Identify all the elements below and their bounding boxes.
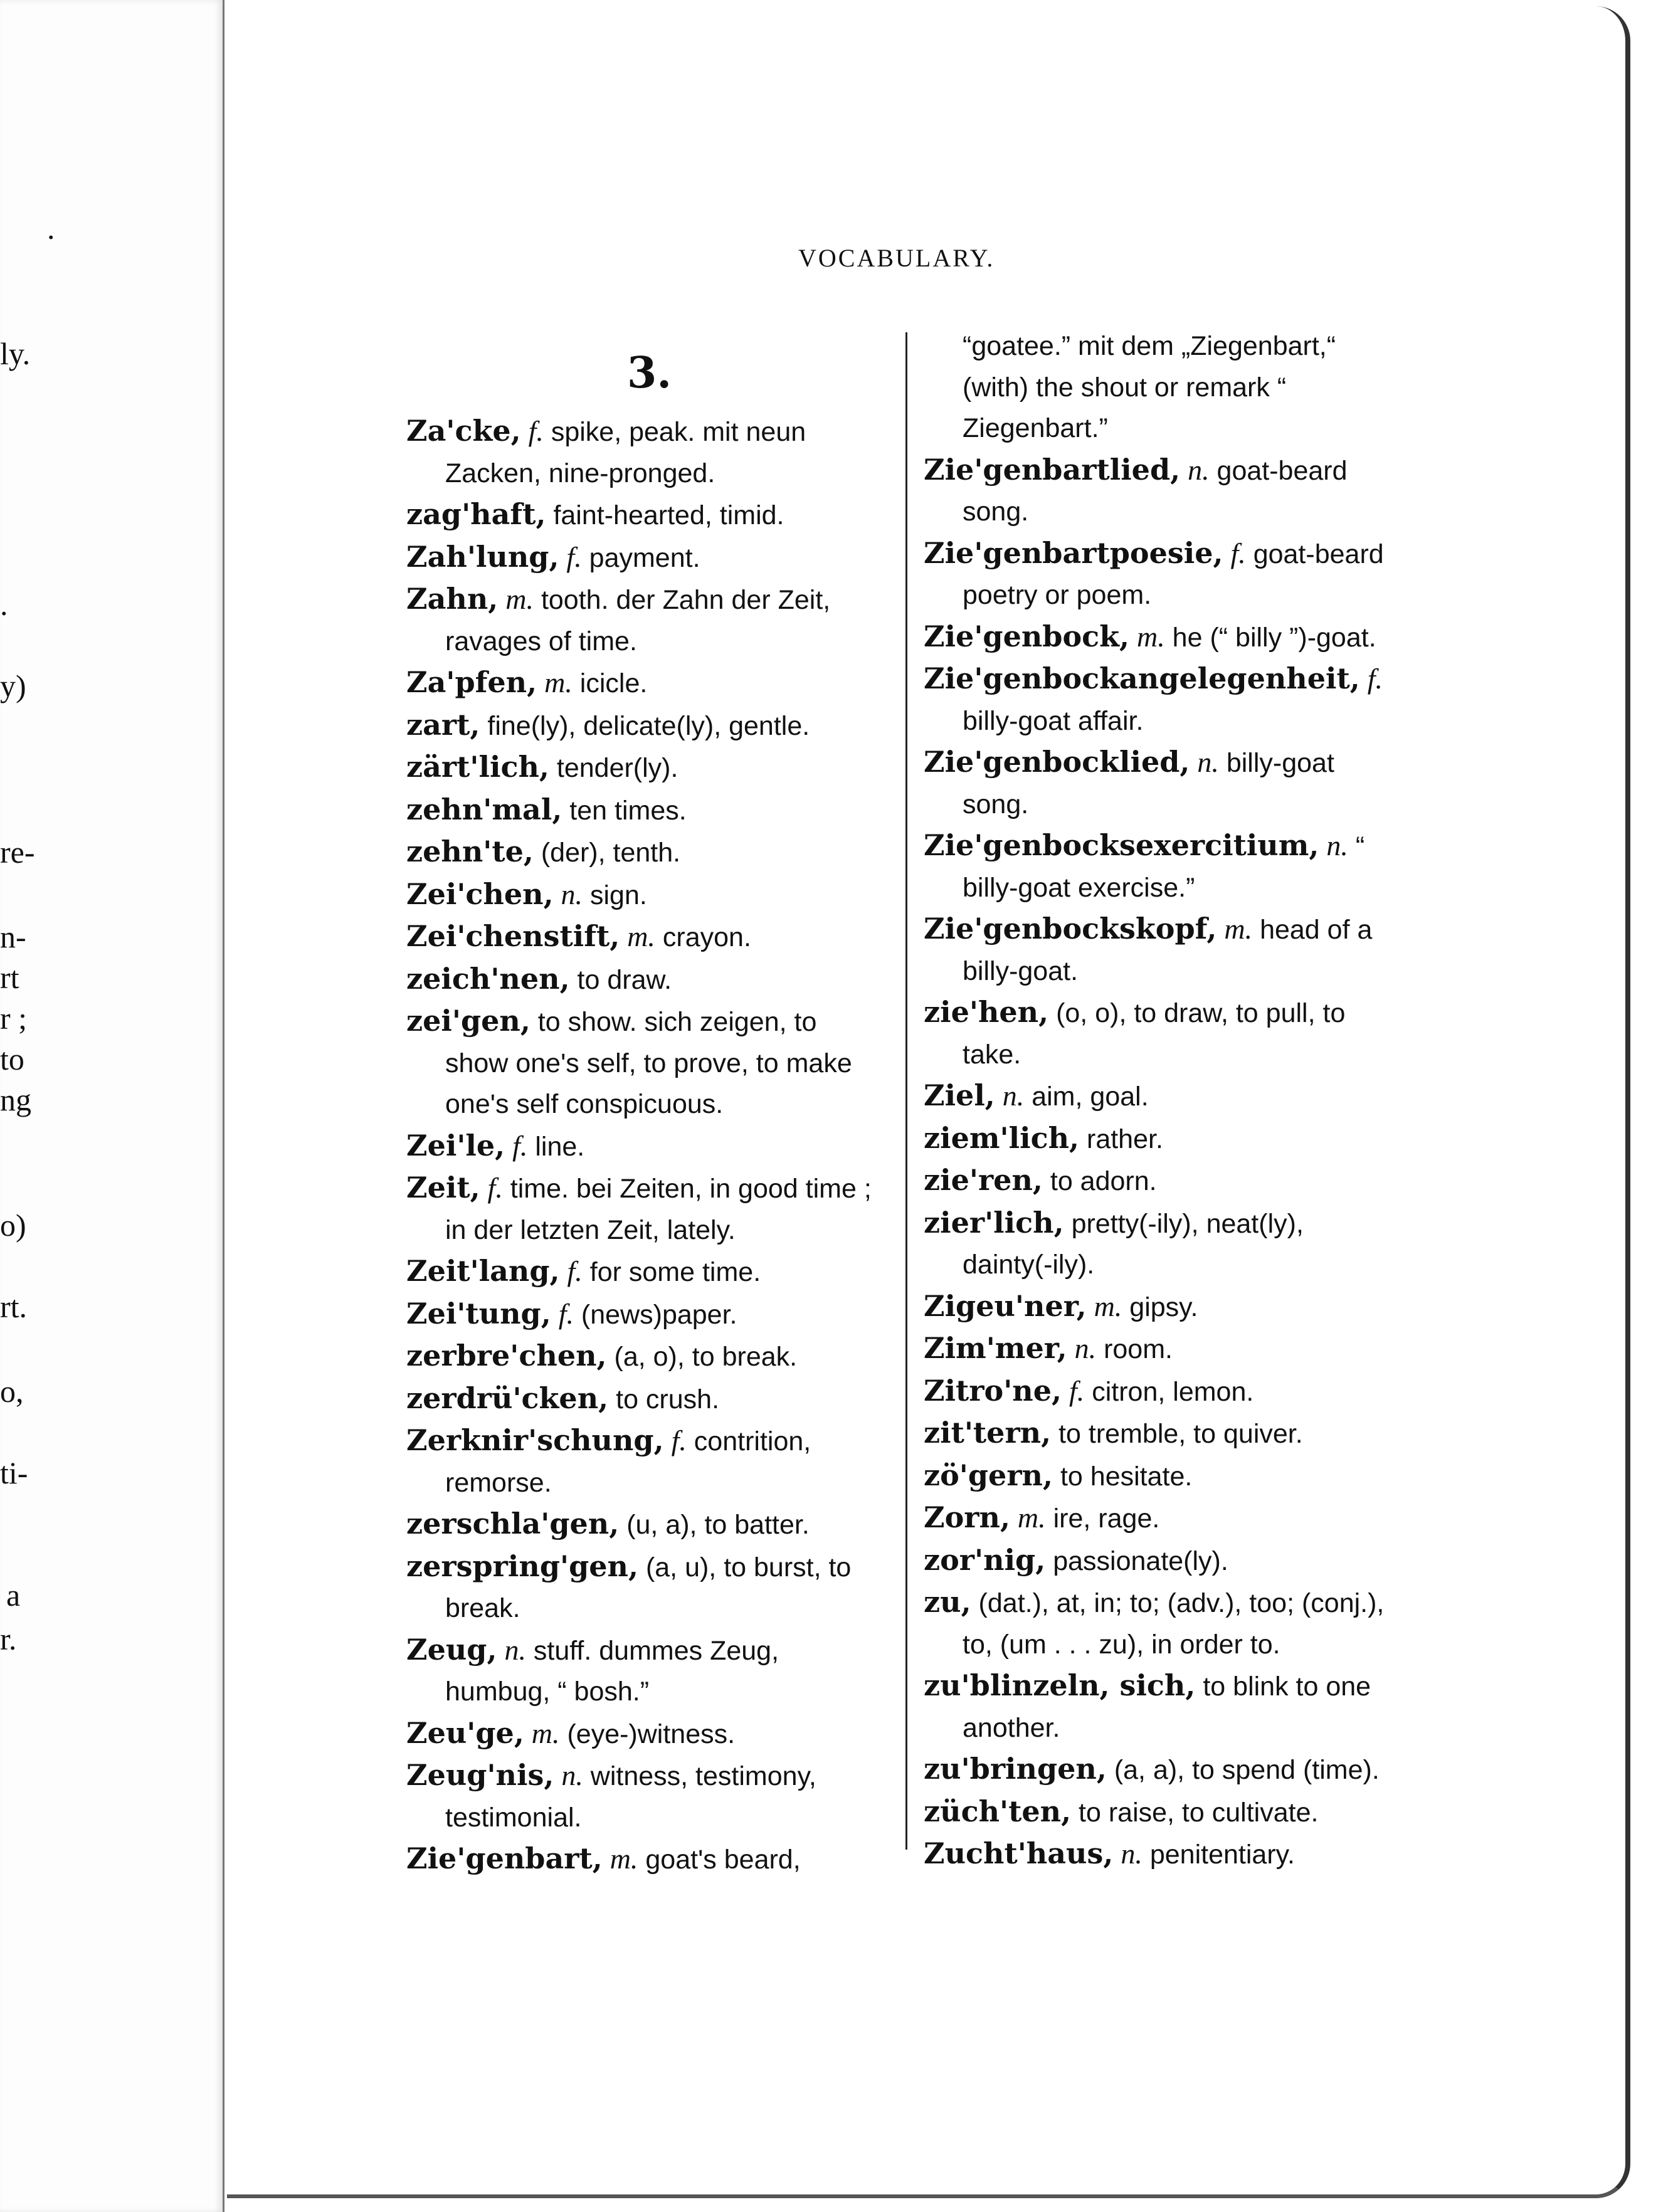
vocabulary-entry — [924, 825, 1400, 908]
entry-headword: Zerknir'schung , — [406, 1423, 664, 1457]
vocabulary-entry — [406, 1251, 883, 1293]
entry-definition: head of a billy-goat. — [963, 915, 1373, 986]
entry-headword: Ziel , — [924, 1078, 995, 1112]
entry-headword: Za'pfen , — [406, 665, 537, 699]
entry-headword: zerschla'gen , — [406, 1507, 619, 1540]
entry-part-of-speech: n. — [1121, 1838, 1142, 1870]
entry-headword: Zucht'haus , — [924, 1836, 1113, 1870]
entry-headword: Zim'mer , — [924, 1331, 1067, 1365]
entry-part-of-speech: f. — [671, 1425, 687, 1456]
entry-headword: zart , — [406, 708, 480, 742]
vocabulary-entry — [406, 789, 883, 832]
entry-headword: Zie'genbartpoesie , — [924, 536, 1223, 570]
entry-part-of-speech: n. — [1188, 453, 1210, 486]
vocabulary-entry — [924, 1497, 1400, 1540]
entry-definition: time. bei Zeiten, in good time ; in der letzten Zeit, lately. — [445, 1174, 872, 1245]
vocabulary-entry — [406, 494, 883, 537]
vocabulary-entry — [924, 533, 1400, 616]
page-fragment: re- — [0, 835, 35, 870]
entry-definition: (news)paper. — [581, 1299, 737, 1330]
vocabulary-entry — [924, 658, 1400, 742]
vocabulary-entry — [406, 1713, 883, 1756]
entry-definition: (dat.), at, in; to; (adv.), too; (conj.), to, (um . . . zu), in order to. — [963, 1588, 1385, 1660]
vocabulary-entry — [406, 1378, 883, 1421]
entry-definition: to hesitate. — [1060, 1461, 1193, 1492]
entry-headword: zag'haft , — [406, 497, 546, 531]
entry-headword: züch'ten , — [924, 1794, 1071, 1828]
entry-definition: to show. sich zeigen, to show one's self, to prove, to make one's self conspicuous. — [445, 1007, 852, 1119]
section-letter: 3. — [627, 348, 672, 398]
entry-headword: Zie'genbocklied , — [924, 745, 1190, 779]
entry-headword: zehn'te , — [406, 835, 534, 868]
vocabulary-entry — [924, 742, 1400, 825]
vocabulary-entry — [406, 1420, 883, 1504]
entry-headword: zier'lich , — [924, 1206, 1064, 1240]
page-fragment: ly. — [0, 336, 31, 371]
entry-headword: zärt'lich , — [406, 750, 549, 784]
entry-definition: penitentiary. — [1149, 1840, 1295, 1870]
entry-part-of-speech: n. — [504, 1633, 526, 1666]
entry-headword: Zorn , — [924, 1500, 1010, 1534]
vocabulary-entry — [924, 992, 1400, 1075]
vocabulary-entry — [406, 1335, 883, 1378]
entry-definition: (o, o), to draw, to pull, to take. — [963, 998, 1346, 1070]
vocabulary-entry — [406, 537, 883, 579]
vocabulary-entry — [924, 1791, 1400, 1834]
entry-definition: pretty(-ily), neat(ly), dainty(-ily). — [963, 1208, 1304, 1280]
entry-headword: Zie'genbock , — [924, 619, 1129, 653]
vocabulary-entry — [924, 1665, 1400, 1749]
entry-definition: to blink to one another. — [963, 1672, 1371, 1743]
entry-definition: tooth. der Zahn der Zeit, ravages of time. — [445, 585, 831, 656]
entry-definition: payment. — [589, 542, 700, 573]
entry-definition: ten times. — [569, 795, 687, 826]
entry-part-of-speech: n. — [1002, 1080, 1025, 1112]
entry-headword: zerdrü'cken , — [406, 1381, 608, 1415]
entry-definition: (eye-)witness. — [567, 1719, 736, 1749]
entry-definition: goat-beard song. — [963, 455, 1348, 527]
vocabulary-entry — [924, 1371, 1400, 1413]
entry-part-of-speech: n. — [1326, 830, 1348, 861]
entry-headword: Zitro'ne , — [924, 1374, 1062, 1408]
vocabulary-entry — [406, 747, 883, 789]
entry-definition: stuff. dummes Zeug, humbug, “ bosh.” — [445, 1635, 779, 1707]
entry-definition: (u, a), to batter. — [626, 1510, 810, 1540]
entry-headword: zeich'nen , — [406, 962, 570, 996]
entry-definition: faint-hearted, timid. — [553, 500, 784, 530]
vocabulary-entry — [406, 579, 883, 662]
entry-part-of-speech: n. — [561, 1759, 583, 1791]
vocabulary-column-right — [924, 326, 1400, 1876]
page-fragment: . — [47, 211, 55, 246]
entry-definition: contrition, remorse. — [445, 1426, 811, 1498]
entry-part-of-speech: m. — [1136, 620, 1165, 653]
entry-part-of-speech: f. — [1367, 663, 1383, 695]
entry-headword: Zeu'ge , — [406, 1716, 524, 1750]
entry-part-of-speech: m. — [1017, 1502, 1046, 1534]
entry-definition: (a, a), to spend (time). — [1114, 1755, 1380, 1785]
entry-headword: Zie'genbart , — [406, 1841, 603, 1875]
entry-headword: zit'tern , — [924, 1416, 1051, 1450]
entry-definition: line. — [535, 1131, 585, 1162]
vocabulary-entry — [924, 1455, 1400, 1498]
entry-headword: zie'hen , — [924, 995, 1048, 1029]
entry-definition: to adorn. — [1050, 1166, 1157, 1196]
vocabulary-entry — [924, 1582, 1400, 1665]
vocabulary-entry — [924, 1328, 1400, 1371]
entry-headword: Zahn , — [406, 582, 498, 616]
entry-part-of-speech: m. — [609, 1843, 638, 1875]
vocabulary-entry — [406, 831, 883, 874]
vocabulary-entry — [406, 705, 883, 747]
entry-headword: zor'nig , — [924, 1543, 1045, 1577]
entry-part-of-speech: f. — [567, 1255, 583, 1287]
entry-headword: Zah'lung , — [406, 540, 559, 574]
entry-definition: witness, testimony, testimonial. — [445, 1761, 816, 1833]
page-fragment: ti- — [0, 1455, 28, 1490]
vocabulary-entry — [406, 1167, 883, 1251]
entry-part-of-speech: n. — [1197, 746, 1219, 778]
vocabulary-entry — [406, 959, 883, 1001]
vocabulary-entry — [406, 1125, 883, 1168]
entry-definition: “ billy-goat exercise.” — [963, 831, 1365, 903]
page-fragment: r ; — [0, 1001, 28, 1036]
page-fragment: ng — [0, 1082, 31, 1117]
entry-headword: Zie'genbockskopf , — [924, 912, 1216, 945]
previous-page-edge — [0, 0, 224, 2212]
page-fragment: . — [0, 587, 8, 622]
vocabulary-entry — [924, 1833, 1400, 1876]
entry-definition: for some time. — [589, 1257, 761, 1287]
vocabulary-entry — [924, 326, 1400, 450]
vocabulary-entry — [924, 616, 1400, 659]
vocabulary-entry — [406, 1293, 883, 1336]
vocabulary-entry — [406, 662, 883, 705]
entry-definition: fine(ly), delicate(ly), gentle. — [487, 710, 810, 741]
vocabulary-column-left — [406, 411, 883, 1881]
entry-part-of-speech: f. — [487, 1172, 503, 1204]
vocabulary-entry — [406, 411, 883, 494]
entry-definition: goat's beard, — [645, 1845, 801, 1875]
entry-headword: Zei'le , — [406, 1129, 505, 1162]
entry-headword: zu'bringen , — [924, 1752, 1107, 1786]
vocabulary-entry — [924, 1203, 1400, 1286]
entry-definition: icicle. — [579, 668, 648, 698]
entry-part-of-speech: n. — [561, 878, 583, 910]
page-fragment: n- — [0, 919, 26, 954]
entry-headword: Zigeu'ner , — [924, 1289, 1087, 1323]
entry-headword: zu'blinzeln, sich , — [924, 1668, 1195, 1702]
entry-headword: zö'gern , — [924, 1458, 1053, 1492]
entry-definition: gipsy. — [1129, 1292, 1198, 1322]
vocabulary-entry — [406, 874, 883, 917]
entry-definition: to draw. — [577, 964, 672, 995]
entry-definition: citron, lemon. — [1092, 1376, 1254, 1407]
entry-definition: tender(ly). — [556, 753, 678, 783]
page-fragment: o, — [0, 1374, 24, 1409]
entry-part-of-speech: f. — [558, 1297, 574, 1330]
vocabulary-entry — [924, 1160, 1400, 1203]
entry-definition: crayon. — [662, 922, 751, 952]
entry-part-of-speech: f. — [528, 415, 544, 447]
vocabulary-entry — [406, 916, 883, 959]
entry-headword: Zie'genbocksexercitium , — [924, 828, 1319, 862]
entry-definition: (der), tenth. — [541, 838, 681, 868]
entry-definition: passionate(ly). — [1053, 1546, 1228, 1576]
entry-definition: billy-goat affair. — [963, 705, 1144, 736]
vocabulary-entry — [406, 1546, 883, 1630]
entry-definition: he (“ billy ”)-goat. — [1172, 622, 1376, 653]
entry-headword: zerbre'chen , — [406, 1339, 607, 1372]
entry-definition: billy-goat song. — [963, 748, 1334, 819]
entry-headword: Zie'genbartlied , — [924, 453, 1180, 487]
page-fragment: o) — [0, 1208, 26, 1243]
entry-headword: zei'gen , — [406, 1004, 530, 1038]
entry-part-of-speech: m. — [627, 920, 655, 952]
entry-definition: goat-beard poetry or poem. — [963, 539, 1384, 610]
entry-part-of-speech: f. — [1069, 1374, 1085, 1407]
entry-part-of-speech: f. — [512, 1129, 528, 1162]
vocabulary-entry — [406, 1755, 883, 1838]
entry-headword: zu , — [924, 1585, 971, 1619]
entry-headword: Zei'chenstift , — [406, 919, 620, 953]
page-fragment: y) — [0, 668, 26, 703]
vocabulary-entry — [924, 1749, 1400, 1791]
entry-headword: Zei'tung , — [406, 1297, 551, 1330]
vocabulary-entry — [406, 1630, 883, 1713]
entry-headword: zie'ren , — [924, 1163, 1043, 1197]
entry-definition: to crush. — [616, 1384, 720, 1414]
entry-definition: to raise, to cultivate. — [1079, 1797, 1319, 1828]
entry-definition: to tremble, to quiver. — [1058, 1419, 1303, 1449]
entry-headword: zehn'mal , — [406, 793, 562, 826]
entry-headword: ziem'lich , — [924, 1121, 1079, 1155]
entry-part-of-speech: m. — [505, 583, 534, 615]
entry-definition: ire, rage. — [1053, 1504, 1160, 1534]
page-title: VOCABULARY. — [798, 244, 995, 272]
entry-headword: Zeug , — [406, 1633, 497, 1667]
page-fragment: rt — [0, 960, 19, 995]
entry-headword: Zeit'lang , — [406, 1254, 560, 1288]
entry-definition: room. — [1104, 1334, 1173, 1364]
vocabulary-entry — [924, 908, 1400, 992]
entry-part-of-speech: m. — [531, 1717, 560, 1749]
vocabulary-entry — [406, 1504, 883, 1546]
entry-definition: aim, goal. — [1032, 1082, 1149, 1112]
entry-definition: (a, o), to break. — [614, 1342, 798, 1372]
entry-headword: Za'cke , — [406, 414, 521, 448]
vocabulary-entry — [924, 450, 1400, 533]
entry-headword: Zie'genbockangelegenheit , — [924, 661, 1360, 695]
entry-headword: Zei'chen , — [406, 877, 554, 911]
entry-part-of-speech: m. — [544, 666, 573, 698]
column-divider — [905, 332, 907, 1850]
page-fragment: a — [6, 1577, 21, 1613]
entry-part-of-speech: f. — [1230, 537, 1246, 569]
vocabulary-entry — [924, 1118, 1400, 1161]
entry-definition: “goatee.” mit dem „Ziegenbart,“ (with) the shout or remark “ Ziegenbart.” — [963, 331, 1336, 443]
entry-part-of-speech: m. — [1224, 913, 1253, 945]
vocabulary-entry — [924, 1540, 1400, 1583]
entry-definition: rather. — [1087, 1124, 1163, 1154]
vocabulary-entry — [924, 1286, 1400, 1329]
entry-headword: zerspring'gen , — [406, 1549, 638, 1583]
vocabulary-entry — [406, 1001, 883, 1125]
entry-part-of-speech: m. — [1094, 1290, 1122, 1322]
entry-part-of-speech: n. — [1074, 1332, 1097, 1364]
page-fragment: to — [0, 1041, 24, 1077]
entry-part-of-speech: f. — [566, 540, 582, 573]
vocabulary-entry — [924, 1075, 1400, 1118]
entry-headword: Zeit , — [406, 1171, 480, 1204]
entry-definition: spike, peak. mit neun Zacken, nine-pronged. — [445, 417, 806, 488]
vocabulary-entry — [406, 1838, 883, 1881]
page-fragment: rt. — [0, 1289, 28, 1324]
entry-headword: Zeug'nis , — [406, 1758, 554, 1792]
page-fragment: r. — [0, 1621, 17, 1656]
entry-definition: (a, u), to burst, to break. — [445, 1552, 852, 1623]
vocabulary-entry — [924, 1413, 1400, 1455]
entry-definition: sign. — [590, 880, 647, 910]
